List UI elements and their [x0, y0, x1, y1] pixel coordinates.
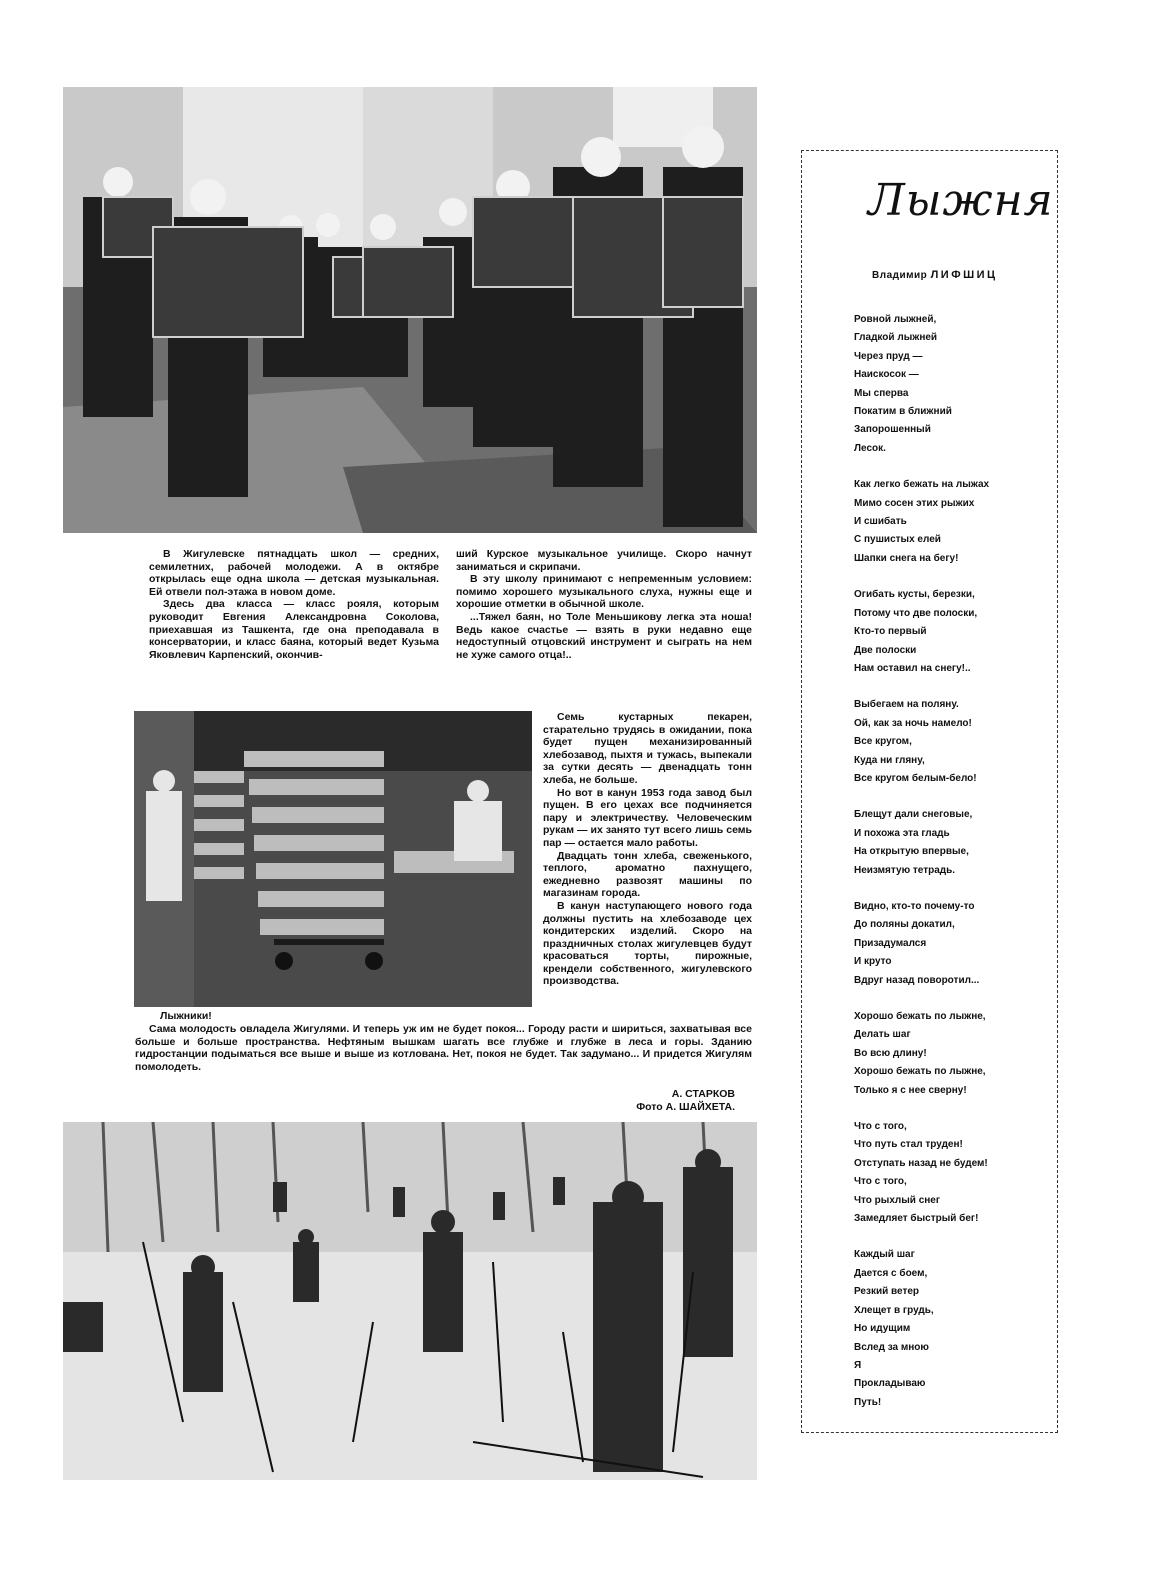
poem-line: Шапки снега на бегу! [854, 552, 959, 564]
article-column-1 [149, 548, 439, 661]
poem-line: Каждый шаг [854, 1249, 915, 1261]
poem-line: Наискосок — [854, 369, 919, 381]
poem-line: Что с того, [854, 1176, 907, 1188]
paragraph: В эту школу принимают с непременным условием: помимо хорошего музыкального слуха, нужны еще и хорошие отметки в обычной школе. [456, 573, 752, 611]
poem-line: И похожа эта гладь [854, 827, 950, 839]
paragraph: Семь кустарных пекарен, старательно трудясь в ожидании, пока будет пущен механизированный хлебозавод, пыхтя и тужась, выпекали за сутки десять — двенадцать тонн хлеба, не больше. [543, 711, 752, 786]
poem-line: Видно, кто-то почему-то [854, 900, 975, 912]
poem-line: Путь! [854, 1396, 882, 1408]
poem-line: И сшибать [854, 516, 907, 528]
poem-line: Делать шаг [854, 1029, 911, 1041]
poem-line: Хлещет в грудь, [854, 1304, 934, 1316]
paragraph: В Жигулевске пятнадцать школ — средних, семилетних, рабочей молодежи. А в октябре открылась еще одна школа — детская музыкальная. Ей отвели пол-этажа в новом доме. [149, 548, 439, 598]
poem-line: Резкий ветер [854, 1286, 920, 1298]
skiers-heading: Лыжники! [160, 1010, 212, 1022]
bakery-photo [134, 711, 532, 1007]
accordion-class-photo [63, 87, 757, 533]
paragraph: Но вот в канун 1953 года завод был пущен. В его цехах все подчиняется пару и электричеству. Человеческим рукам — их занято тут всего лишь семь пар — остается мало работы. [543, 786, 752, 849]
poem-line: Мы сперва [854, 387, 909, 399]
poem-line: Блещут дали снеговые, [854, 809, 973, 821]
poem-stanza [854, 476, 1054, 568]
poem-stanza [854, 806, 1054, 880]
poem-line: Через пруд — [854, 350, 923, 362]
poem-line: До поляны докатил, [854, 919, 955, 931]
paragraph: Здесь два класса — класс рояля, которым руководит Евгения Александровна Соколова, приехавшая из Ташкента, где она преподавала в консерватории, и класс баяна, который ведет Кузьма Яковлевич Карпенский, окончив- [149, 598, 439, 661]
poem-line: Но идущим [854, 1323, 911, 1335]
poem-author-first: Владимир [872, 270, 928, 281]
paragraph: ...Тяжел баян, но Толе Меньшикову легка эта ноша! Ведь какое счастье — взять в руки недавно еще недоступный отцовский инструмент и сыграть на нем не хуже самого отца!.. [456, 610, 752, 661]
poem-line: И круто [854, 956, 892, 968]
paragraph: ший Курское музыкальное училище. Скоро начнут заниматься и скрипачи. [456, 548, 752, 573]
poem-line: Выбегаем на поляну. [854, 699, 959, 711]
poem-line: Прокладываю [854, 1378, 926, 1390]
poem-line: Хорошо бежать по лыжне, [854, 1066, 986, 1078]
poem-line: Запорошенный [854, 424, 931, 436]
skiers-photo [63, 1122, 757, 1480]
article-column-2 [456, 548, 752, 661]
poem-line: Куда ни гляну, [854, 754, 925, 766]
poem-line: Хорошо бежать по лыжне, [854, 1011, 986, 1022]
poem-line: Огибать кусты, березки, [854, 589, 975, 601]
poem-line: Я [854, 1359, 862, 1371]
poem-line: Кто-то первый [854, 626, 927, 638]
poem-line: С пушистых елей [854, 534, 941, 546]
poem-line: Только я с нее сверну! [854, 1084, 967, 1096]
poem-author [872, 269, 998, 281]
poem-line: Мимо сосен этих рыжих [854, 497, 975, 509]
poem-stanza [854, 586, 1054, 678]
poem-stanza [854, 1246, 1054, 1412]
poem-line: На открытую впервые, [854, 846, 969, 858]
signature [560, 1088, 735, 1114]
poem-line: Покатим в ближний [854, 406, 952, 418]
poem-stanza [854, 311, 1054, 458]
poem-line: Отступать назад не будем! [854, 1157, 988, 1169]
poem-line: Ровной лыжней, [854, 314, 937, 325]
photo-credit: Фото А. ШАЙХЕТА. [636, 1101, 735, 1113]
paragraph: В канун наступающего нового года должны пустить на хлебозаводе цех кондитерских изделий. Скоро на праздничных столах жигулевцев будут красоваться торты, пирожные, крендели собственного, жигулевского производства. [543, 899, 752, 988]
poem-author-last: ЛИФШИЦ [930, 269, 998, 281]
poem-line: Потому что две полоски, [854, 607, 978, 619]
poem-line: Что с того, [854, 1121, 907, 1133]
poem-line: Замедляет быстрый бег! [854, 1213, 979, 1225]
poem-stanza [854, 1008, 1054, 1100]
author-name: А. СТАРКОВ [671, 1088, 735, 1100]
poem-stanza [854, 696, 1054, 788]
poem-line: Как легко бежать на лыжах [854, 479, 990, 491]
poem-line: Нам оставил на снегу!.. [854, 662, 971, 674]
poem-stanza [854, 898, 1054, 990]
paragraph: Двадцать тонн хлеба, свеженького, теплого, ароматно пахнущего, ежедневно развозят машины по магазинам города. [543, 849, 752, 900]
poem-line: Что путь стал труден! [854, 1139, 963, 1151]
poem-line: Неизмятую тетрадь. [854, 864, 956, 876]
poem-line: Ой, как за ночь намело! [854, 717, 972, 729]
poem-line: Две полоски [854, 644, 917, 656]
poem-stanza [854, 1118, 1054, 1228]
closing-paragraph [135, 1023, 752, 1073]
poem-stanzas [854, 311, 1054, 1430]
poem-line: Гладкой лыжней [854, 332, 938, 344]
poem-line: Лесок. [854, 442, 886, 454]
bakery-column [543, 711, 752, 988]
poem-line: Дается с боем, [854, 1267, 928, 1279]
poem-line: Вслед за мною [854, 1341, 929, 1353]
poem-line: Все кругом, [854, 736, 912, 748]
poem-line: Что рыхлый снег [854, 1194, 941, 1206]
poem-line: Вдруг назад поворотил... [854, 974, 980, 986]
paragraph: Сама молодость овладела Жигулями. И теперь уж им не будет покоя... Городу расти и шириться, захватывая все больше и больше пространства. Нефтяным вышкам шагать все глубже и глубже в леса и горы. Зданию гидростанции подыматься все выше и выше из котлована. Нет, покоя не будет. Так задумано... И придется Жигулям помолодеть. [135, 1023, 752, 1073]
poem-line: Во всю длину! [854, 1047, 927, 1059]
poem-box [801, 150, 1058, 1433]
poem-title: Лыжня [868, 175, 1054, 226]
poem-line: Призадумался [854, 937, 927, 949]
poem-line: Все кругом белым-бело! [854, 772, 977, 784]
